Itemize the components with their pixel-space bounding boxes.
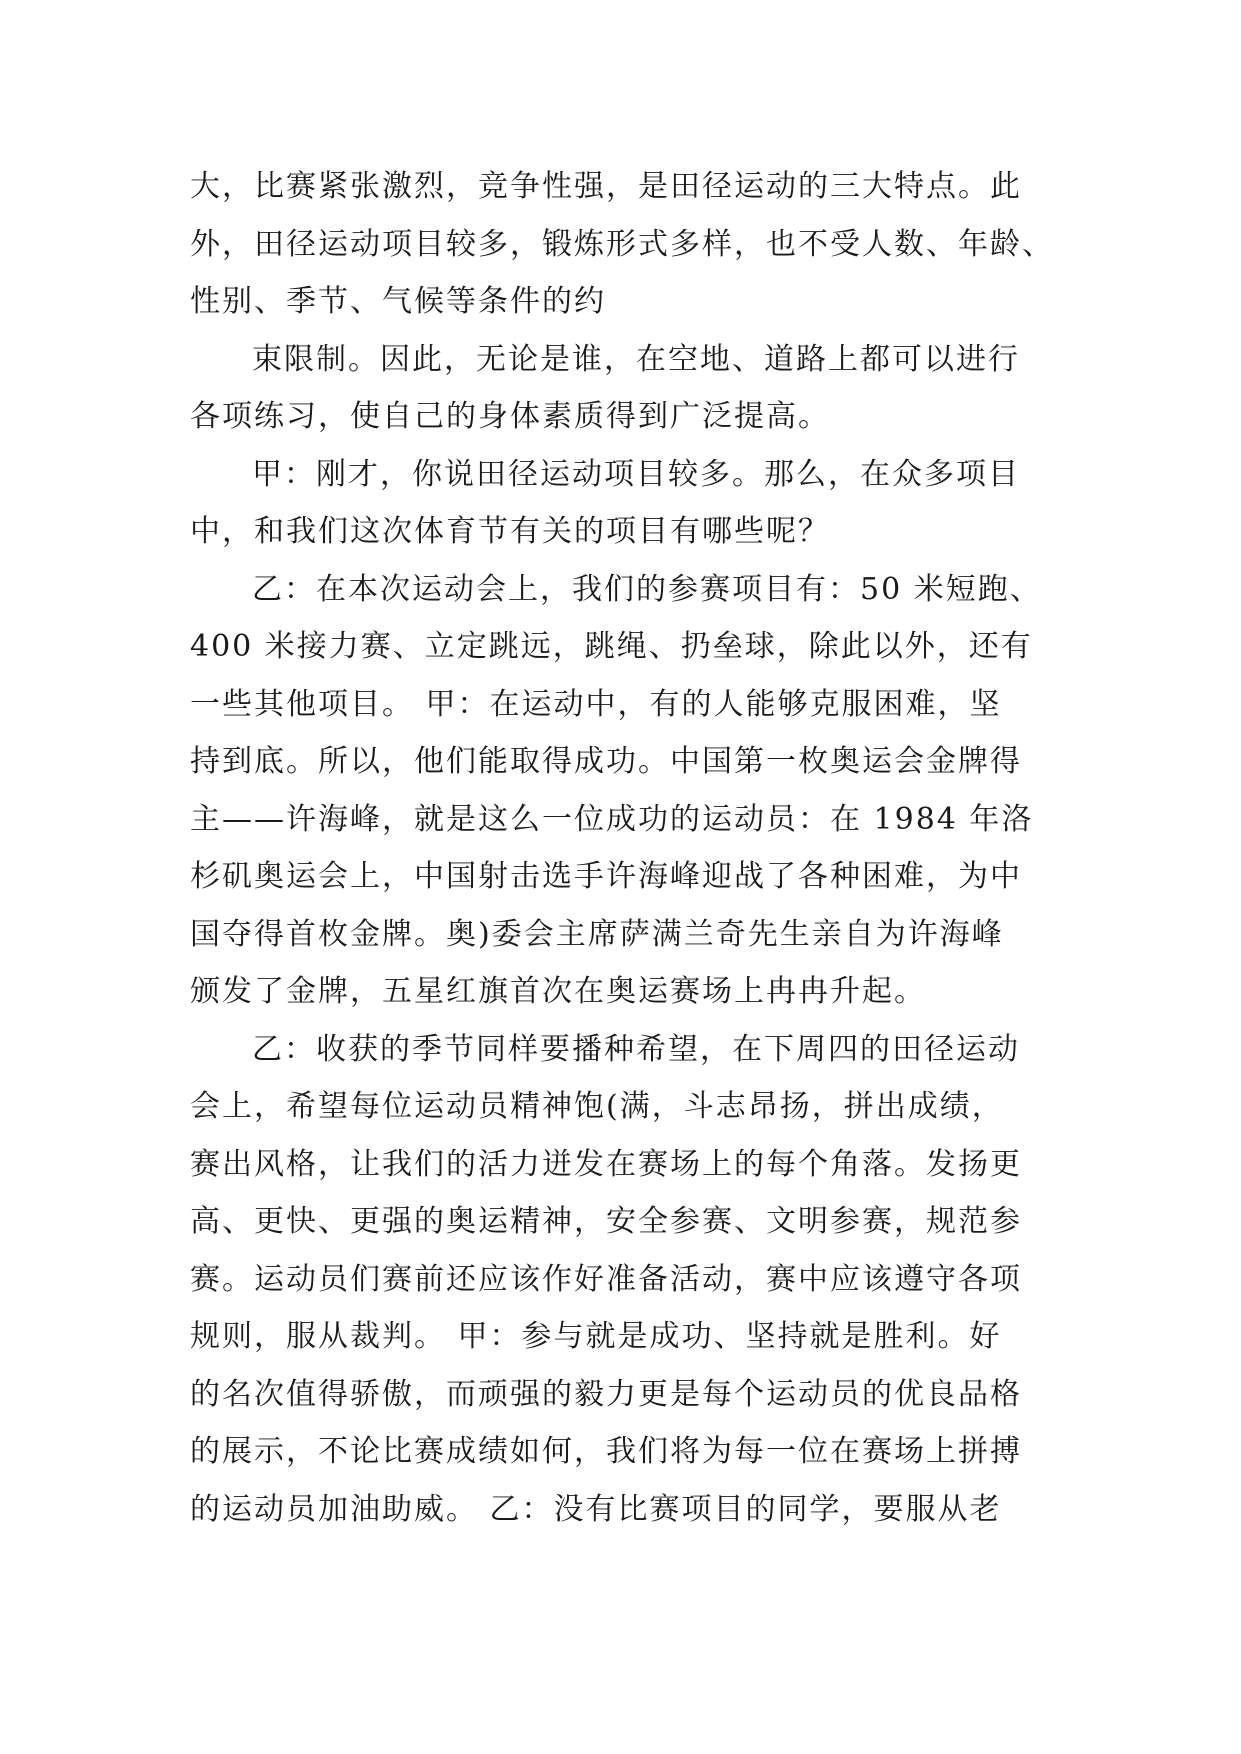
text-line: 外，田径运动项目较多，锻炼形式多样，也不受人数、年龄、 xyxy=(190,226,1054,262)
text-line: 会上，希望每位运动员精神饱(满，斗志昂扬，拼出成绩， xyxy=(190,1089,1004,1124)
text-line: 400 米接力赛、立定跳远，跳绳、扔垒球，除此以外，还有 xyxy=(190,629,1033,664)
text-line: 赛出风格，让我们的活力迸发在赛场上的每个角落。发扬更 xyxy=(190,1146,1022,1182)
body-text xyxy=(190,158,1070,1538)
text-line: 性别、季节、气候等条件的约 xyxy=(190,284,606,319)
text-line: 的名次值得骄傲，而顽强的毅力更是每个运动员的优良品格 xyxy=(190,1376,1022,1412)
text-line: 国夺得首枚金牌。奥)委会主席萨满兰奇先生亲自为许海峰 xyxy=(190,916,1004,952)
text-line: 束限制。因此，无论是谁，在空地、道路上都可以进行 xyxy=(252,341,1020,377)
text-line: 颁发了金牌，五星红旗首次在奥运赛场上冉冉升起。 xyxy=(190,974,926,1009)
text-line: 的展示，不论比赛成绩如何，我们将为每一位在赛场上拼搏 xyxy=(190,1434,1022,1469)
text-line: 的运动员加油助威。 乙：没有比赛项目的同学，要服从老 xyxy=(190,1491,1002,1527)
text-line: 各项练习，使自己的身体素质得到广泛提高。 xyxy=(190,399,830,434)
text-line: 高、更快、更强的奥运精神，安全参赛、文明参赛，规范参 xyxy=(190,1204,1022,1239)
text-line: 大，比赛紧张激烈，竞争性强，是田径运动的三大特点。此 xyxy=(190,169,1022,204)
text-line: 甲：刚才，你说田径运动项目较多。那么，在众多项目 xyxy=(252,456,1020,492)
text-line: 一些其他项目。 甲：在运动中，有的人能够克服困难，坚 xyxy=(190,686,1002,722)
text-line: 杉矶奥运会上，中国射击选手许海峰迎战了各种困难，为中 xyxy=(190,859,1022,894)
text-line: 乙：收获的季节同样要播种希望，在下周四的田径运动 xyxy=(252,1031,1020,1067)
text-line: 持到底。所以，他们能取得成功。中国第一枚奥运会金牌得 xyxy=(190,744,1022,779)
text-line: 主——许海峰，就是这么一位成功的运动员：在 1984 年洛 xyxy=(190,801,1034,837)
text-line: 赛。运动员们赛前还应该作好准备活动，赛中应该遵守各项 xyxy=(190,1261,1022,1297)
text-line: 中，和我们这次体育节有关的项目有哪些呢？ xyxy=(190,514,830,549)
text-line: 乙：在本次运动会上，我们的参赛项目有：50 米短跑、 xyxy=(252,571,1042,607)
text-line: 规则，服从裁判。 甲：参与就是成功、坚持就是胜利。好 xyxy=(190,1319,1002,1354)
